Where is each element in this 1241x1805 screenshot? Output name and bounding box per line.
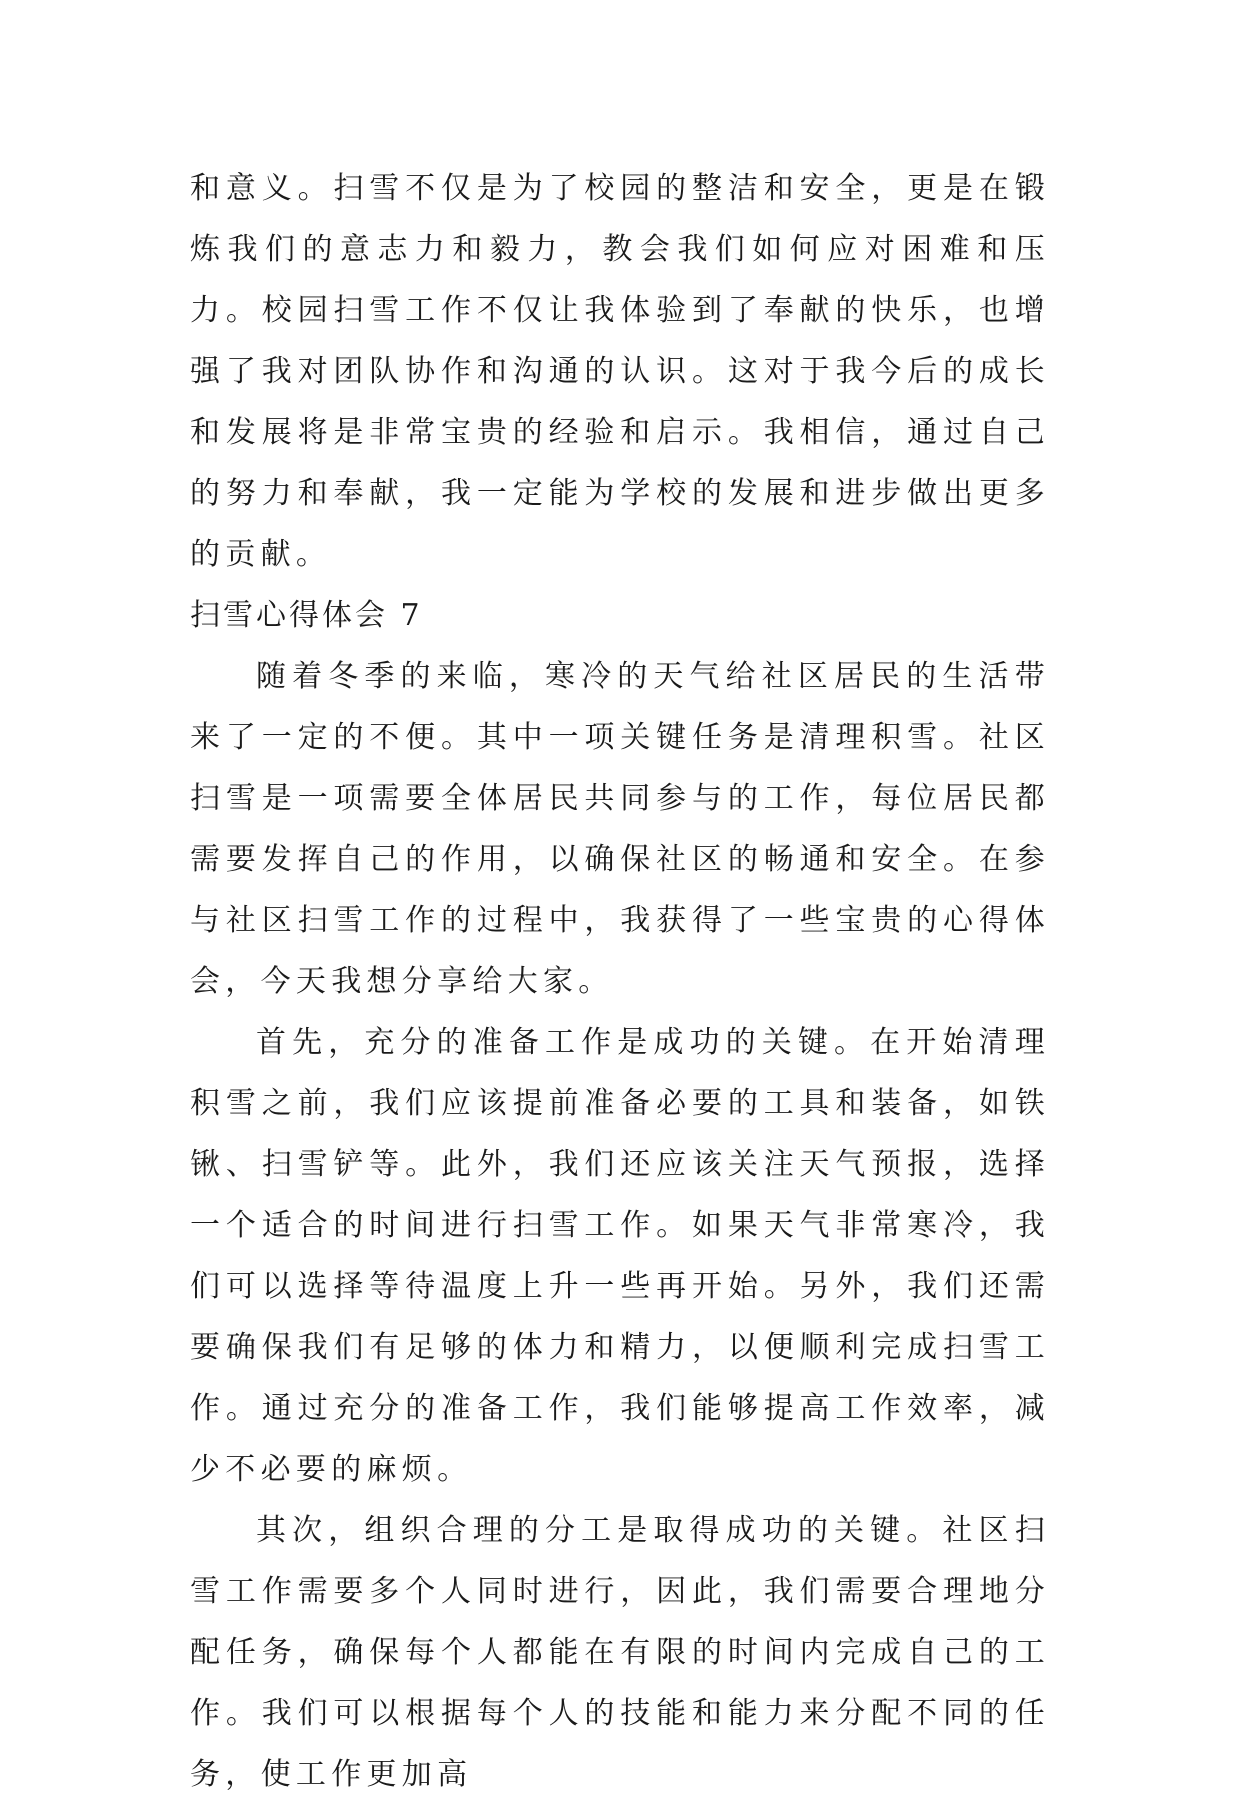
body-paragraph-3: 其次，组织合理的分工是取得成功的关键。社区扫雪工作需要多个人同时进行，因此，我们需要合理地分配任务，确保每个人都能在有限的时间内完成自己的工作。我们可以根据每个人的技能和能力来分配不同的任务，使工作更加高: [190, 1513, 1050, 1792]
section-heading: 扫雪心得体会 7: [190, 598, 423, 633]
intro-paragraph: 和意义。扫雪不仅是为了校园的整洁和安全，更是在锻炼我们的意志力和毅力，教会我们如何应对困难和压力。校园扫雪工作不仅让我体验到了奉献的快乐，也增强了我对团队协作和沟通的认识。这对于我今后的成长和发展将是非常宝贵的经验和启示。我相信，通过自己的努力和奉献，我一定能为学校的发展和进步做出更多的贡献。: [190, 171, 1050, 572]
document-body: [190, 158, 1050, 1805]
body-paragraph-2: 首先，充分的准备工作是成功的关键。在开始清理积雪之前，我们应该提前准备必要的工具和装备，如铁锹、扫雪铲等。此外，我们还应该关注天气预报，选择一个适合的时间进行扫雪工作。如果天气非常寒冷，我们可以选择等待温度上升一些再开始。另外，我们还需要确保我们有足够的体力和精力，以便顺利完成扫雪工作。通过充分的准备工作，我们能够提高工作效率，减少不必要的麻烦。: [190, 1025, 1050, 1487]
body-paragraph-1: 随着冬季的来临，寒冷的天气给社区居民的生活带来了一定的不便。其中一项关键任务是清理积雪。社区扫雪是一项需要全体居民共同参与的工作，每位居民都需要发挥自己的作用，以确保社区的畅通和安全。在参与社区扫雪工作的过程中，我获得了一些宝贵的心得体会，今天我想分享给大家。: [190, 659, 1050, 999]
